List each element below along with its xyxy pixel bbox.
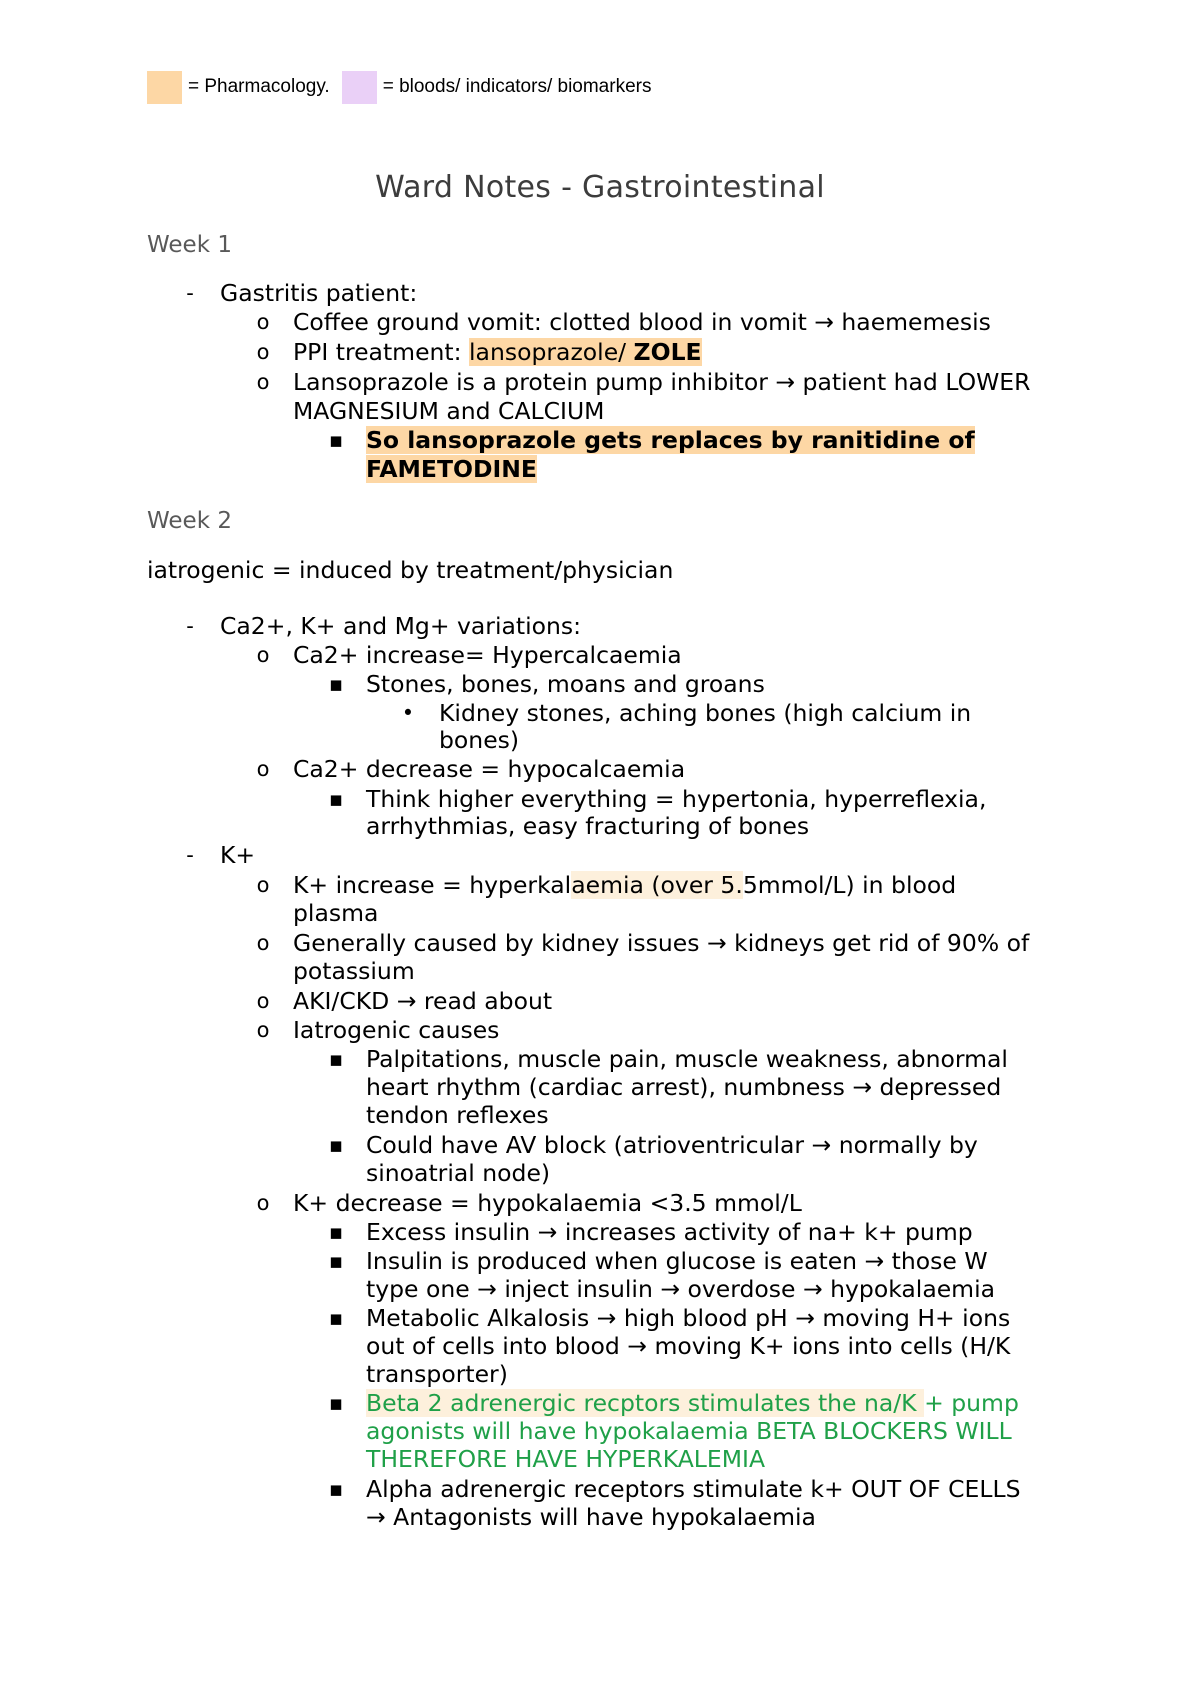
square-bullet: ▪: [328, 1306, 344, 1330]
alpha-adrenergic-line1: Alpha adrenergic receptors stimulate k+ OUT OF CELLS: [366, 1475, 1021, 1503]
potassium-decrease-item: K+ decrease = hypokalaemia <3.5 mmol/L: [293, 1189, 802, 1217]
potassium-increase-line1: K+ increase = hyperkalaemia (over 5.5mmol/L) in blood: [293, 871, 957, 899]
palpitations-line2: heart rhythm (cardiac arrest), numbness → depressed: [366, 1073, 1002, 1101]
av-block-line2: sinoatrial node): [366, 1159, 551, 1187]
think-higher-line1: Think higher everything = hypertonia, hyperreflexia,: [366, 785, 987, 813]
alkalosis-line1: Metabolic Alkalosis → high blood pH → moving H+ ions: [366, 1304, 1011, 1332]
kidney-stones-line2: bones): [439, 726, 520, 754]
lansoprazole-item-line2: MAGNESIUM and CALCIUM: [293, 397, 605, 425]
circle-bullet: o: [256, 989, 270, 1013]
page-title: Ward Notes - Gastrointestinal: [375, 170, 825, 205]
square-bullet: ▪: [328, 1391, 344, 1415]
square-bullet: ▪: [328, 1047, 344, 1071]
kidney-stones-line1: Kidney stones, aching bones (high calcium in: [439, 699, 972, 727]
iatrogenic-causes-item: Iatrogenic causes: [293, 1016, 500, 1044]
insulin-produced-line2: type one → inject insulin → overdose → hypokalaemia: [366, 1275, 996, 1303]
replacement-note-line1: So lansoprazole gets replaces by ranitidine of: [366, 426, 975, 454]
ppi-prefix: PPI treatment:: [293, 338, 470, 366]
think-higher-line2: arrhythmias, easy fracturing of bones: [366, 812, 810, 840]
iatrogenic-definition: iatrogenic = induced by treatment/physician: [147, 556, 674, 584]
calcium-decrease-item: Ca2+ decrease = hypocalcaemia: [293, 755, 686, 783]
gastritis-item: Gastritis patient:: [220, 279, 418, 307]
ppi-zole: ZOLE: [633, 338, 702, 366]
circle-bullet: o: [256, 1191, 270, 1215]
circle-bullet: o: [256, 340, 270, 364]
square-bullet: ▪: [328, 1133, 344, 1157]
kidney-cause-line2: potassium: [293, 957, 415, 985]
pharmacology-legend-label: = Pharmacology.: [188, 76, 330, 97]
bloods-legend-label: = bloods/ indicators/ biomarkers: [382, 76, 652, 97]
circle-bullet: o: [256, 370, 270, 394]
bloods-swatch: [342, 71, 377, 104]
kidney-cause-line1: Generally caused by kidney issues → kidneys get rid of 90% of: [293, 929, 1030, 957]
circle-bullet: o: [256, 310, 270, 334]
potassium-increase-line2: plasma: [293, 899, 379, 927]
circle-bullet: o: [256, 1018, 270, 1042]
color-legend: [147, 70, 663, 104]
beta-adrenergic-line1: Beta 2 adrenergic recptors stimulates the na/K + pump: [366, 1389, 1019, 1417]
palpitations-line3: tendon reflexes: [366, 1101, 549, 1129]
coffee-ground-item: Coffee ground vomit: clotted blood in vomit → haememesis: [293, 308, 991, 336]
palpitations-line1: Palpitations, muscle pain, muscle weakness, abnormal: [366, 1045, 1008, 1073]
insulin-produced-line1: Insulin is produced when glucose is eaten → those W: [366, 1247, 988, 1275]
circle-bullet: o: [256, 931, 270, 955]
calcium-increase-item: Ca2+ increase= Hypercalcaemia: [293, 641, 682, 669]
circle-bullet: o: [256, 873, 270, 897]
dash-bullet: -: [186, 281, 194, 305]
aki-ckd-item: AKI/CKD → read about: [293, 987, 553, 1015]
alkalosis-line2: out of cells into blood → moving K+ ions into cells (H/K: [366, 1332, 1011, 1360]
dot-bullet: •: [401, 701, 415, 725]
potassium-heading: K+: [220, 841, 256, 869]
dash-bullet: -: [186, 843, 194, 867]
square-bullet: ▪: [328, 1249, 344, 1273]
ppi-drug-highlight: [469, 338, 702, 366]
week2-heading: Week 2: [147, 508, 232, 534]
square-bullet: ▪: [328, 787, 344, 811]
excess-insulin-item: Excess insulin → increases activity of na+ k+ pump: [366, 1218, 973, 1246]
circle-bullet: o: [256, 643, 270, 667]
variations-item: Ca2+, K+ and Mg+ variations:: [220, 612, 582, 640]
dash-bullet: -: [186, 614, 194, 638]
stones-bones-item: Stones, bones, moans and groans: [366, 670, 765, 698]
circle-bullet: o: [256, 757, 270, 781]
square-bullet: ▪: [328, 1477, 344, 1501]
ppi-drug: lansoprazole/: [469, 338, 634, 366]
square-bullet: ▪: [328, 1220, 344, 1244]
av-block-line1: Could have AV block (atrioventricular → normally by: [366, 1131, 978, 1159]
ppi-treatment-item: [293, 338, 702, 367]
square-bullet: ▪: [328, 672, 344, 696]
lansoprazole-item-line1: Lansoprazole is a protein pump inhibitor → patient had LOWER: [293, 368, 1031, 396]
pharmacology-swatch: [147, 71, 182, 104]
beta-adrenergic-line3: THEREFORE HAVE HYPERKALEMIA: [366, 1445, 766, 1473]
week1-heading: Week 1: [147, 232, 232, 258]
square-bullet: ▪: [328, 428, 344, 452]
alkalosis-line3: transporter): [366, 1360, 508, 1388]
alpha-adrenergic-line2: → Antagonists will have hypokalaemia: [366, 1503, 816, 1531]
beta-adrenergic-line2: agonists will have hypokalaemia BETA BLOCKERS WILL: [366, 1417, 1012, 1445]
replacement-note-line2: FAMETODINE: [366, 455, 537, 483]
